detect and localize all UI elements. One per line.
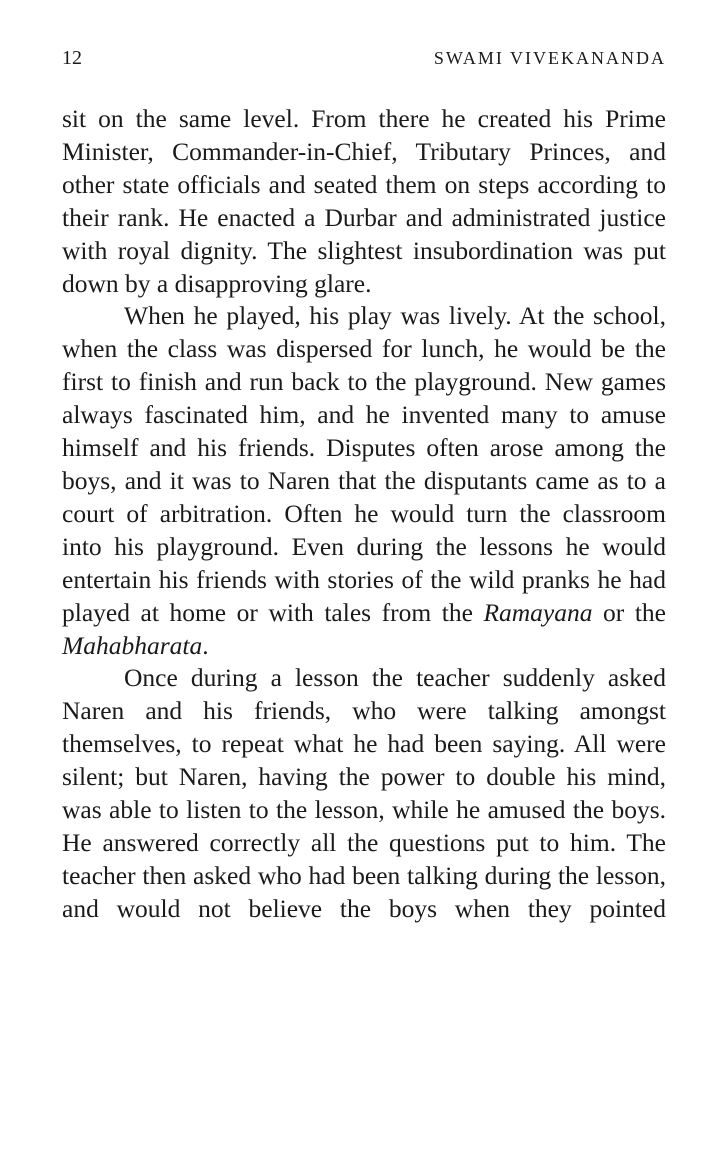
paragraph-3: Once during a lesson the teacher suddenly asked Naren and his friends, who were talking amongst themselves, to repeat what he had been saying. All were silent; but Naren, having the power to double his mind, was able to listen to the lesson, while he amused the boys. He answered correctly all the questions put to him. The teacher then asked who had been talking during the lesson, and would not believe the boys when they pointed	[62, 663, 666, 923]
running-title: SWAMI VIVEKANANDA	[433, 48, 666, 68]
title-mahabharata: Mahabharata	[62, 630, 203, 660]
page-header	[62, 46, 666, 70]
body-text	[62, 103, 666, 926]
paragraph-2-text-after: .	[202, 630, 209, 660]
paragraph-2-text-middle: or the	[592, 597, 666, 627]
paragraph-2	[62, 300, 666, 662]
paragraph-1: sit on the same level. From there he created his Prime Minister, Commander-in-Chief, Tributary Princes, and other state officials and seated them on steps according to their rank. He enacted a Durbar and administrated justice with royal dignity. The slightest insubordination was put down by a disapproving glare.	[62, 104, 666, 298]
title-ramayana: Ramayana	[483, 597, 593, 627]
page-number: 12	[62, 47, 82, 69]
paragraph-2-text-before: When he played, his play was lively. At the school, when the class was dispersed for lunch, he would be the first to finish and run back to the playground. New games always fascinated him, and he invented many to amuse himself and his friends. Disputes often arose among the boys, and it was to Naren that the disputants came as to a court of arbitration. Often he would turn the classroom into his playground. Even during the lessons he would entertain his friends with stories of the wild pranks he had played at home or with tales from the	[62, 301, 666, 627]
